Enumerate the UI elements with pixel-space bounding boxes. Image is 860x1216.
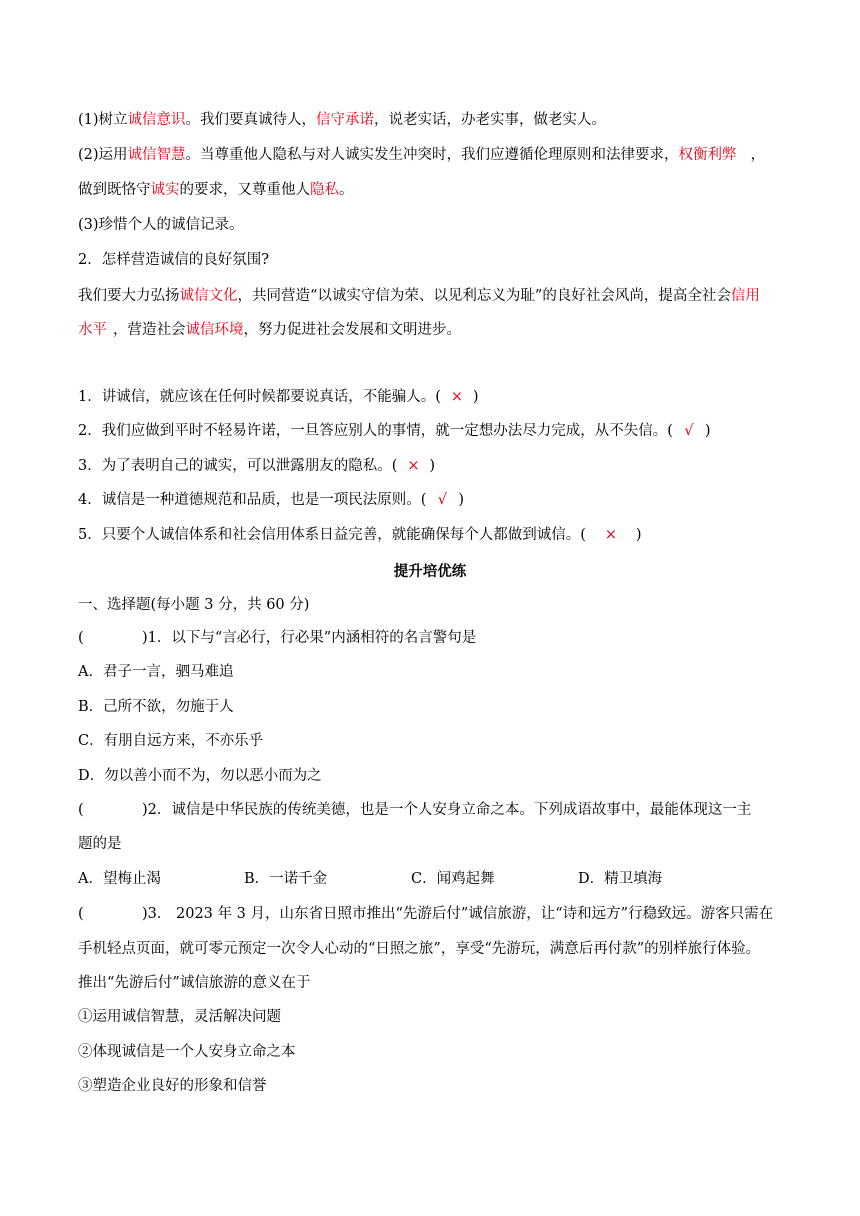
judge-text: 3．为了表明自己的诚实，可以泄露朋友的隐私。( [78,458,398,474]
judge-item [78,456,783,476]
answer: 隐私 [310,182,339,198]
question-text: )2．诚信是中华民族的传统美德，也是一个人安身立命之本。下列成语故事中，最能体现这一主 [142,802,752,818]
answer-2-line2 [78,320,783,340]
judge-mark: √ [684,423,694,439]
point-1 [78,110,783,130]
text: ，努力促进社会发展和文明进步。 [243,322,461,338]
judge-item [78,387,783,407]
judge-mark: × [450,389,463,405]
text: 做到既恪守 [78,182,151,198]
option: A．望梅止渴 [78,871,161,887]
question-2-heading: 2．怎样营造诚信的良好氛围? [78,252,269,268]
answer: 信守承诺 [316,112,375,128]
option: D．勿以善小而不为，勿以恶小而为之 [78,768,322,784]
question-3-stem-cont: 推出“先游后付”诚信旅游的意义在于 [78,975,311,991]
point-3: (3)珍惜个人的诚信记录。 [78,217,244,233]
answer: 信用 [730,288,760,304]
answer: 水平 [78,322,107,338]
judge-close: ) [704,423,711,439]
option: B．一诺千金 [244,871,328,887]
statement-item: ③塑造企业良好的形象和信誉 [78,1078,267,1094]
judge-mark: × [407,458,420,474]
point-2-cont [78,180,783,200]
point-2 [78,145,783,165]
judge-mark: × [604,527,617,543]
text: 。我们要真诚待人， [185,112,317,128]
statement-item: ①运用诚信智慧，灵活解决问题 [78,1009,281,1025]
judge-close: ) [429,458,436,474]
answer-blank: ( [78,630,84,646]
judge-text: 1．讲诚信，就应该在任何时候都要说真话，不能骗人。( [78,389,441,405]
answer-2-line1 [78,286,783,306]
text: ， [750,147,766,163]
judge-close: ) [635,527,642,543]
answer-blank: ( [78,802,84,818]
judge-close: ) [472,389,479,405]
statement-item: ②体现诚信是一个人安身立命之本 [78,1044,296,1060]
option: A．君子一言，驷马难追 [78,664,234,680]
judge-close: ) [458,492,465,508]
text: (1)树立 [78,112,128,128]
text: ，说老实话，办老实事，做老实人。 [374,112,607,128]
judge-item [78,490,783,510]
text: 。 [339,182,354,198]
option: C．闻鸡起舞 [411,871,495,887]
text: 我们要大力弘扬 [78,288,180,304]
text: 的要求，又尊重他人 [179,182,310,198]
text: ，营造社会 [113,322,186,338]
text: 。当尊重他人隐私与对人诚实发生冲突时，我们应遵循伦理原则和法律要求， [185,147,679,163]
judge-text: 2．我们应做到平时不轻易许诺，一旦答应别人的事情，就一定想办法尽力完成，从不失信。( [78,423,673,439]
answer: 诚信智慧 [127,147,186,163]
text: (2)运用 [78,147,128,163]
judge-item [78,421,783,441]
answer-blank: ( [78,906,84,922]
answer: 诚信环境 [185,322,244,338]
question-3-stem-cont: 手机轻点页面，就可零元预定一次令人心动的“日照之旅”，享受“先游玩，满意后再付款”的别样旅行体验。 [78,941,761,957]
question-2-stem [78,800,783,820]
question-2-stem-cont: 题的是 [78,836,122,852]
question-3-stem [78,904,783,924]
answer: 权衡利弊 [678,147,737,163]
answer: 诚实 [150,182,180,198]
section-title: 提升培优练 [393,563,467,580]
judge-item [78,525,783,545]
answer: 诚信文化 [179,288,238,304]
question-text: )1．以下与“言必行，行必果”内涵相符的名言警句是 [142,630,477,646]
part-title: 一、选择题(每小题 3 分，共 60 分) [78,597,310,613]
question-text: )3． 2023 年 3 月，山东省日照市推出“先游后付”诚信旅游，让“诗和远方”行稳致远。游客只需在 [142,906,774,922]
answer: 诚信意识 [127,112,186,128]
text: ，共同营造“以诚实守信为荣、以见利忘义为耻”的良好社会风尚，提高全社会 [237,288,731,304]
option: B．己所不欲，勿施于人 [78,699,234,715]
judge-mark: √ [437,492,448,508]
option: C．有朋自远方来，不亦乐乎 [78,733,264,749]
option: D．精卫填海 [578,871,663,887]
judge-text: 4．诚信是一种道德规范和品质，也是一项民法原则。( [78,492,427,508]
question-1-stem [78,628,783,648]
judge-text: 5．只要个人诚信体系和社会信用体系日益完善，就能确保每个人都做到诚信。( [78,527,586,543]
